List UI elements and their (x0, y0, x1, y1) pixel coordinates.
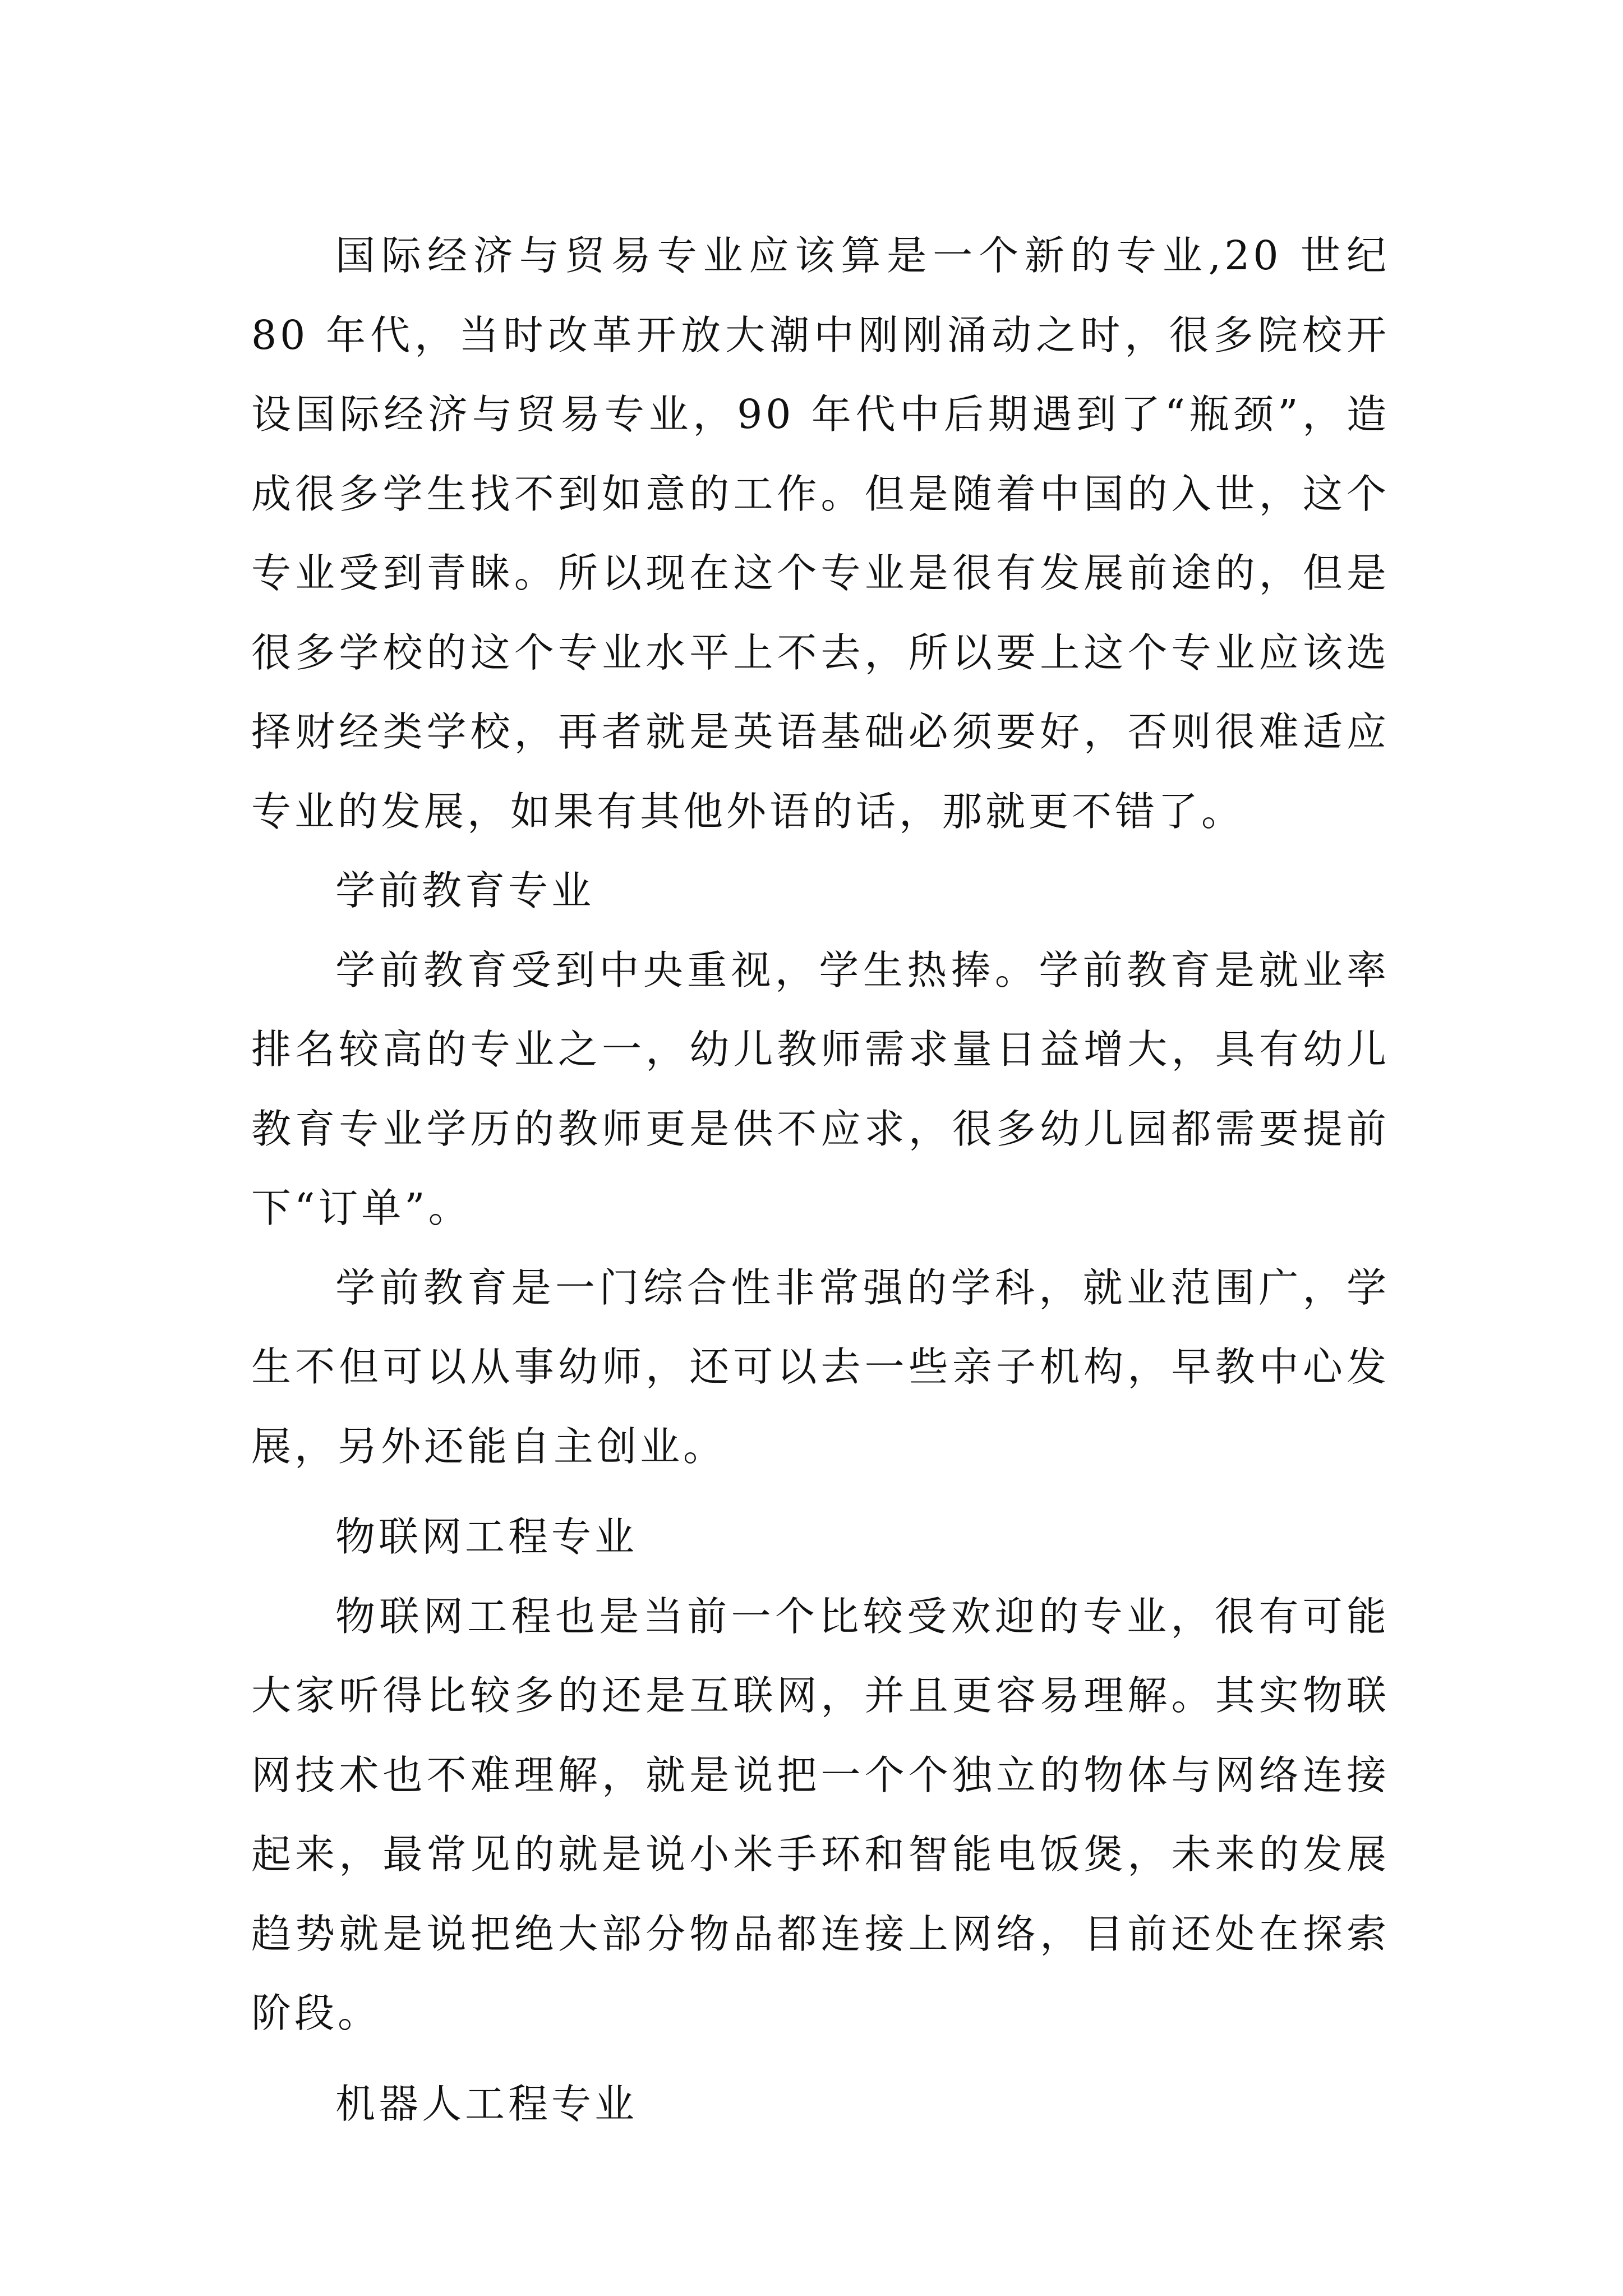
heading-preschool-education: 学前教育专业 (335, 867, 595, 914)
heading-iot-engineering: 物联网工程专业 (335, 1513, 638, 1560)
document-body (251, 216, 1390, 2143)
paragraph-preschool-demand: 学前教育受到中央重视，学生热捧。学前教育是就业率排名较高的专业之一，幼儿教师需求量日益增大，具有幼儿教育专业学历的教师更是供不应求，很多幼儿园都需要提前下“订单”。 (251, 946, 1390, 1231)
paragraph-international-trade: 国际经济与贸易专业应该算是一个新的专业,20 世纪 80 年代，当时改革开放大潮中刚刚涌动之时，很多院校开设国际经济与贸易专业，90 年代中后期遇到了“瓶颈”，造成很多学生找不到如意的工作。但是随着中国的入世，这个专业受到青睐。所以现在这个专业是很有发展前途的，但是很多学校的这个专业水平上不去，所以要上这个专业应该选择财经类学校，再者就是英语基础必须要好，否则很难适应专业的发展，如果有其他外语的话，那就更不错了。 (251, 232, 1390, 835)
paragraph-preschool-scope: 学前教育是一门综合性非常强的学科，就业范围广，学生不但可以从事幼师，还可以去一些亲子机构，早教中心发展，另外还能自主创业。 (251, 1264, 1390, 1470)
heading-robot-engineering: 机器人工程专业 (335, 2080, 638, 2127)
paragraph-iot-engineering: 物联网工程也是当前一个比较受欢迎的专业，很有可能大家听得比较多的还是互联网，并且更容易理解。其实物联网技术也不难理解，就是说把一个个独立的物体与网络连接起来，最常见的就是说小米手环和智能电饭煲，未来的发展趋势就是说把绝大部分物品都连接上网络，目前还处在探索阶段。 (251, 1593, 1390, 2036)
